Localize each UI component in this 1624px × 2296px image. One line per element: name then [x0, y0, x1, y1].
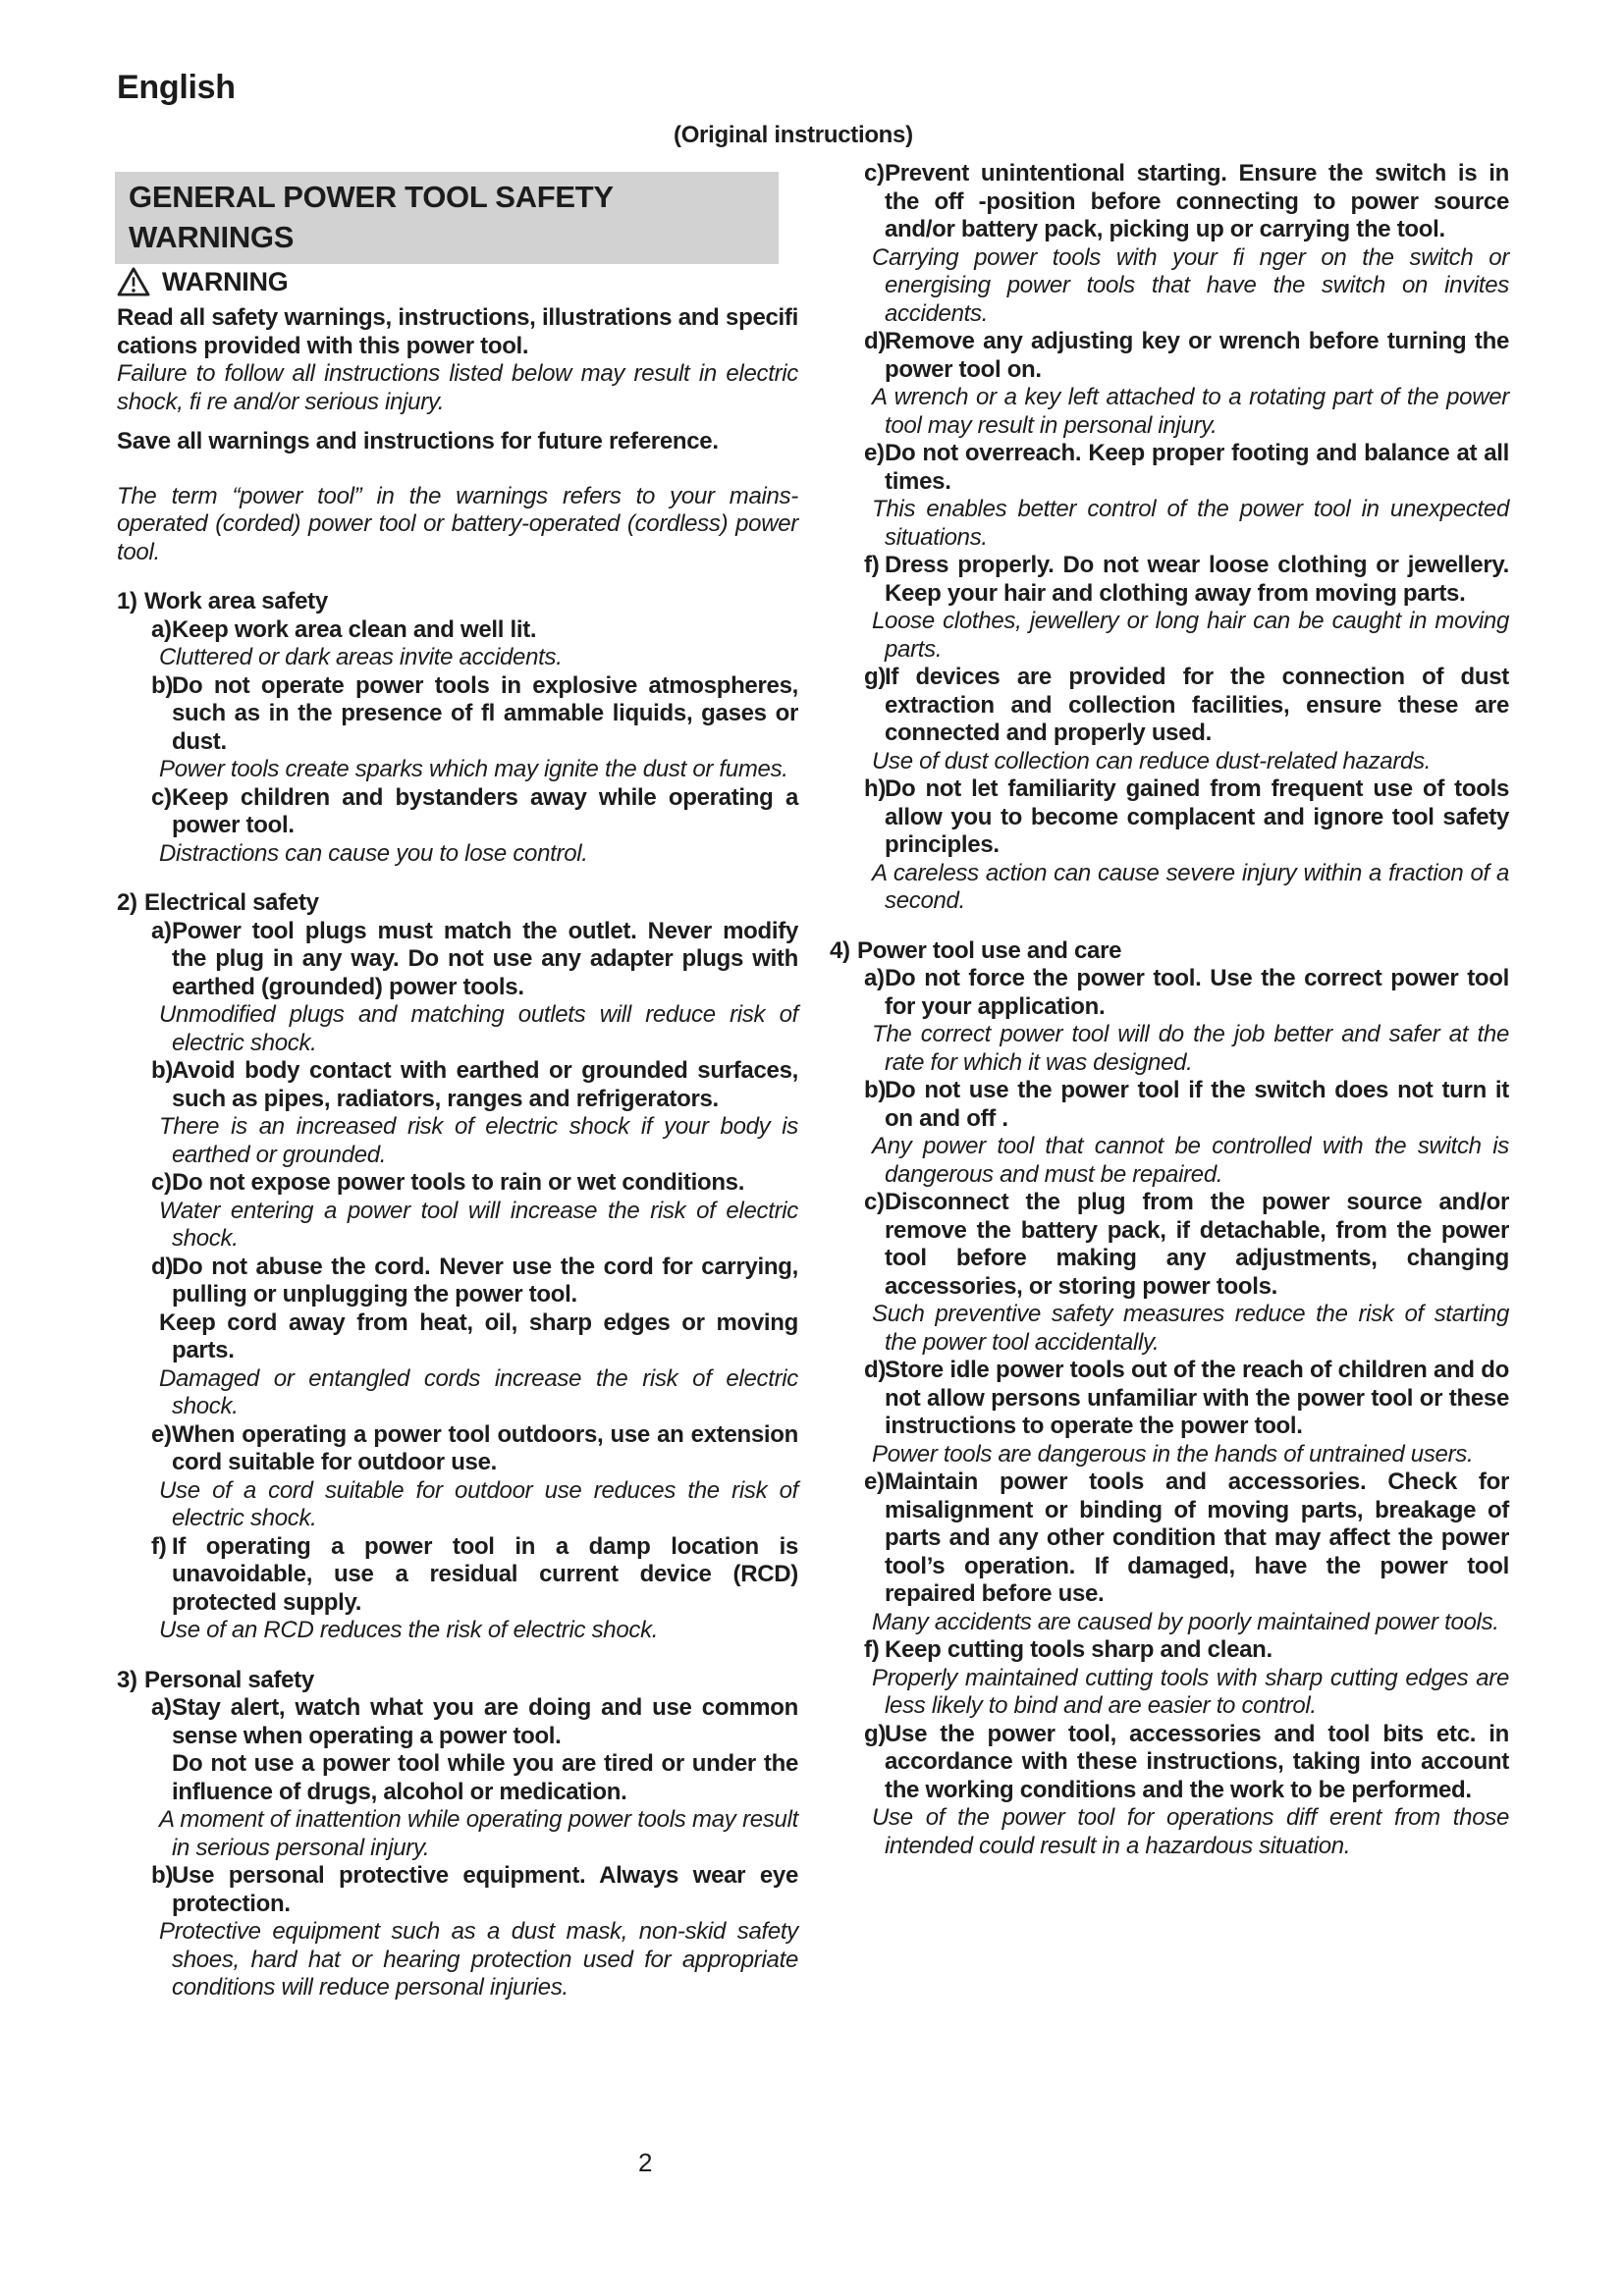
rule-explanation-italic: Cluttered or dark areas invite accidents.: [159, 644, 563, 670]
rule-explanation-italic: Use of the power tool for operations diff erent from those intended could result in a hazardous situation.: [872, 1804, 1509, 1859]
page-number: 2: [638, 2148, 653, 2177]
original-instructions-note: (Original instructions): [674, 122, 913, 148]
safety-rule-bold: a)Power tool plugs must match the outlet. Never modify the plug in any way. Do not use any adapter plugs with earthed (grounded) power tools.: [151, 917, 798, 1000]
item-label: b): [151, 1057, 174, 1084]
item-label: f): [151, 1532, 167, 1560]
safety-rule-bold: a)Do not force the power tool. Use the correct power tool for your application.: [864, 965, 1509, 1020]
safety-rule-bold: f) If operating a power tool in a damp location is unavoidable, use a residual current device (RCD) protected supply.: [151, 1532, 798, 1616]
safety-rule-bold: c)Keep children and bystanders away while operating a power tool.: [151, 783, 798, 838]
item-label: a): [864, 965, 885, 991]
banner-title-line2: WARNINGS: [129, 220, 295, 254]
safety-rule-bold: d)Do not abuse the cord. Never use the cord for carrying, pulling or unplugging the power tool.: [151, 1253, 798, 1308]
item-label: b): [151, 1862, 174, 1889]
item-label: f): [864, 1636, 880, 1663]
rule-explanation-italic: Many accidents are caused by poorly maintained power tools.: [872, 1608, 1499, 1635]
item-label: c): [864, 1189, 885, 1215]
rule-explanation-italic: A careless action can cause severe injury within a fraction of a second.: [872, 859, 1509, 914]
language-heading: English: [117, 69, 236, 106]
right-column-blocks: [830, 160, 1509, 1860]
rule-explanation-italic: A moment of inattention while operating power tools may result in serious personal injury.: [159, 1806, 798, 1861]
safety-rule-bold: f) Keep cutting tools sharp and clean.: [864, 1636, 1272, 1663]
rule-explanation-italic: Any power tool that cannot be controlled with the switch is dangerous and must be repaired.: [872, 1133, 1509, 1188]
safety-rule-bold: b)Use personal protective equipment. Always wear eye protection.: [151, 1862, 798, 1917]
rule-explanation-italic: Damaged or entangled cords increase the risk of electric shock.: [159, 1364, 798, 1419]
safety-rule-bold: f) Dress properly. Do not wear loose clothing or jewellery. Keep your hair and clothing away from moving parts.: [864, 552, 1509, 607]
left-column-blocks: [117, 588, 798, 2002]
safety-rule-bold: d)Remove any adjusting key or wrench before turning the power tool on.: [864, 328, 1509, 383]
safety-rule-bold: b)Avoid body contact with earthed or grounded surfaces, such as pipes, radiators, ranges and refrigerators.: [151, 1057, 798, 1112]
item-label: b): [151, 671, 174, 699]
rule-explanation-italic: Such preventive safety measures reduce the risk of starting the power tool accidentally.: [872, 1301, 1509, 1356]
read-all-warnings-text: Read all safety warnings, instructions, illustrations and specifi cations provided with this power tool.: [117, 304, 798, 359]
safety-rule-bold: g)Use the power tool, accessories and tool bits etc. in accordance with these instructions, taking into account the working conditions and the work to be performed.: [864, 1720, 1509, 1803]
section-number: 1): [117, 588, 137, 614]
item-label: d): [864, 1357, 887, 1383]
rule-explanation-italic: A wrench or a key left attached to a rotating part of the power tool may result in personal injury.: [872, 384, 1509, 439]
rule-explanation-italic: Properly maintained cutting tools with sharp cutting edges are less likely to bind and are easier to control.: [872, 1664, 1509, 1719]
item-label: d): [864, 328, 887, 354]
rule-explanation-italic: There is an increased risk of electric shock if your body is earthed or grounded.: [159, 1113, 798, 1168]
save-warnings-text: Save all warnings and instructions for future reference.: [117, 428, 719, 454]
safety-rule-bold-continued: Do not use a power tool while you are tired or under the influence of drugs, alcohol or medication.: [172, 1750, 798, 1805]
safety-rule-bold: b)Do not use the power tool if the switch does not turn it on and off .: [864, 1077, 1509, 1132]
section-title: Work area safety: [144, 588, 328, 614]
rule-explanation-italic: Water entering a power tool will increase the risk of electric shock.: [159, 1197, 798, 1252]
item-label: d): [151, 1253, 174, 1280]
section-number: 3): [117, 1666, 137, 1693]
safety-rule-bold: h)Do not let familiarity gained from frequent use of tools allow you to become complacent and ignore tool safety principles.: [864, 775, 1509, 858]
section-number: 2): [117, 889, 137, 916]
item-label: b): [864, 1077, 887, 1103]
safety-rule-bold: e)When operating a power tool outdoors, use an extension cord suitable for outdoor use.: [151, 1420, 798, 1475]
item-label: a): [151, 1694, 172, 1721]
section-title: Electrical safety: [144, 889, 319, 916]
failure-consequence-text: Failure to follow all instructions listed below may result in electric shock, fi re and/or serious injury.: [117, 360, 798, 415]
safety-rule-bold: d)Store idle power tools out of the reach of children and do not allow persons unfamiliar with the power tool or these instructions to operate the power tool.: [864, 1357, 1509, 1439]
safety-rule-bold: g)If devices are provided for the connection of dust extraction and collection facilities, ensure these are connected and properly used.: [864, 664, 1509, 746]
safety-rule-bold: e)Maintain power tools and accessories. Check for misalignment or binding of moving parts, breakage of parts and any other condition that may affect the power tool’s operation. If damaged, have the power tool repaired before use.: [864, 1468, 1509, 1607]
power-tool-term-text: The term “power tool” in the warnings refers to your mains-operated (corded) power tool or battery-operated (cordless) power tool.: [117, 482, 798, 565]
item-label: g): [864, 664, 887, 690]
safety-rule-bold-continued: Keep cord away from heat, oil, sharp edges or moving parts.: [159, 1308, 798, 1363]
item-label: e): [864, 440, 885, 466]
warning-triangle-icon: [117, 267, 150, 296]
safety-rule-bold: c)Do not expose power tools to rain or wet conditions.: [151, 1169, 745, 1196]
warning-row: [117, 267, 798, 296]
item-label: c): [864, 160, 885, 187]
section-heading: [117, 1667, 798, 1695]
item-label: c): [151, 1169, 172, 1196]
item-label: e): [864, 1468, 885, 1495]
section-heading: [117, 889, 798, 918]
item-label: a): [151, 615, 172, 643]
section-banner: [115, 172, 779, 264]
section-title: Personal safety: [144, 1666, 314, 1693]
item-label: c): [151, 783, 172, 811]
left-column: [117, 267, 798, 2002]
right-column: [830, 160, 1509, 1860]
rule-explanation-italic: Use of a cord suitable for outdoor use reduces the risk of electric shock.: [159, 1476, 798, 1531]
warning-label: WARNING: [162, 266, 289, 296]
rule-explanation-italic: Power tools are dangerous in the hands of untrained users.: [872, 1440, 1474, 1468]
rule-explanation-italic: Use of an RCD reduces the risk of electric shock.: [159, 1617, 659, 1643]
rule-explanation-italic: Power tools create sparks which may ignite the dust or fumes.: [159, 756, 788, 782]
item-label: h): [864, 775, 887, 802]
section-heading: [830, 937, 1509, 966]
safety-rule-bold: b)Do not operate power tools in explosive atmospheres, such as in the presence of fl ammable liquids, gases or dust.: [151, 671, 798, 755]
safety-rule-bold: c)Disconnect the plug from the power source and/or remove the battery pack, if detachable, from the power tool before making any adjustments, changing accessories, or storing power tools.: [864, 1189, 1509, 1300]
rule-explanation-italic: Loose clothes, jewellery or long hair can be caught in moving parts.: [872, 608, 1509, 663]
banner-title-line1: GENERAL POWER TOOL SAFETY: [129, 180, 614, 214]
item-label: e): [151, 1420, 172, 1448]
rule-explanation-italic: Protective equipment such as a dust mask, non-skid safety shoes, hard hat or hearing protection used for appropriate conditions will reduce personal injuries.: [159, 1918, 798, 2001]
safety-rule-bold: e)Do not overreach. Keep proper footing and balance at all times.: [864, 440, 1509, 495]
safety-rule-bold: c)Prevent unintentional starting. Ensure the switch is in the off -position before connecting to power source and/or battery pack, picking up or carrying the tool.: [864, 160, 1509, 242]
rule-explanation-italic: Distractions can cause you to lose control.: [159, 839, 588, 867]
rule-explanation-italic: Unmodified plugs and matching outlets will reduce risk of electric shock.: [159, 1001, 798, 1056]
section-heading: [117, 588, 798, 616]
section-title: Power tool use and care: [857, 936, 1122, 964]
section-number: 4): [830, 936, 850, 964]
rule-explanation-italic: The correct power tool will do the job better and safer at the rate for which it was designed.: [872, 1021, 1509, 1076]
rule-explanation-italic: Carrying power tools with your fi nger on the switch or energising power tools that have the switch on invites accidents.: [872, 243, 1509, 327]
item-label: a): [151, 917, 172, 944]
item-label: g): [864, 1720, 887, 1747]
safety-rule-bold: a)Keep work area clean and well lit.: [151, 615, 537, 643]
safety-rule-bold: a)Stay alert, watch what you are doing and use common sense when operating a power tool.: [151, 1694, 798, 1749]
item-label: f): [864, 552, 880, 578]
rule-explanation-italic: This enables better control of the power tool in unexpected situations.: [872, 496, 1509, 551]
rule-explanation-italic: Use of dust collection can reduce dust-related hazards.: [872, 747, 1432, 774]
